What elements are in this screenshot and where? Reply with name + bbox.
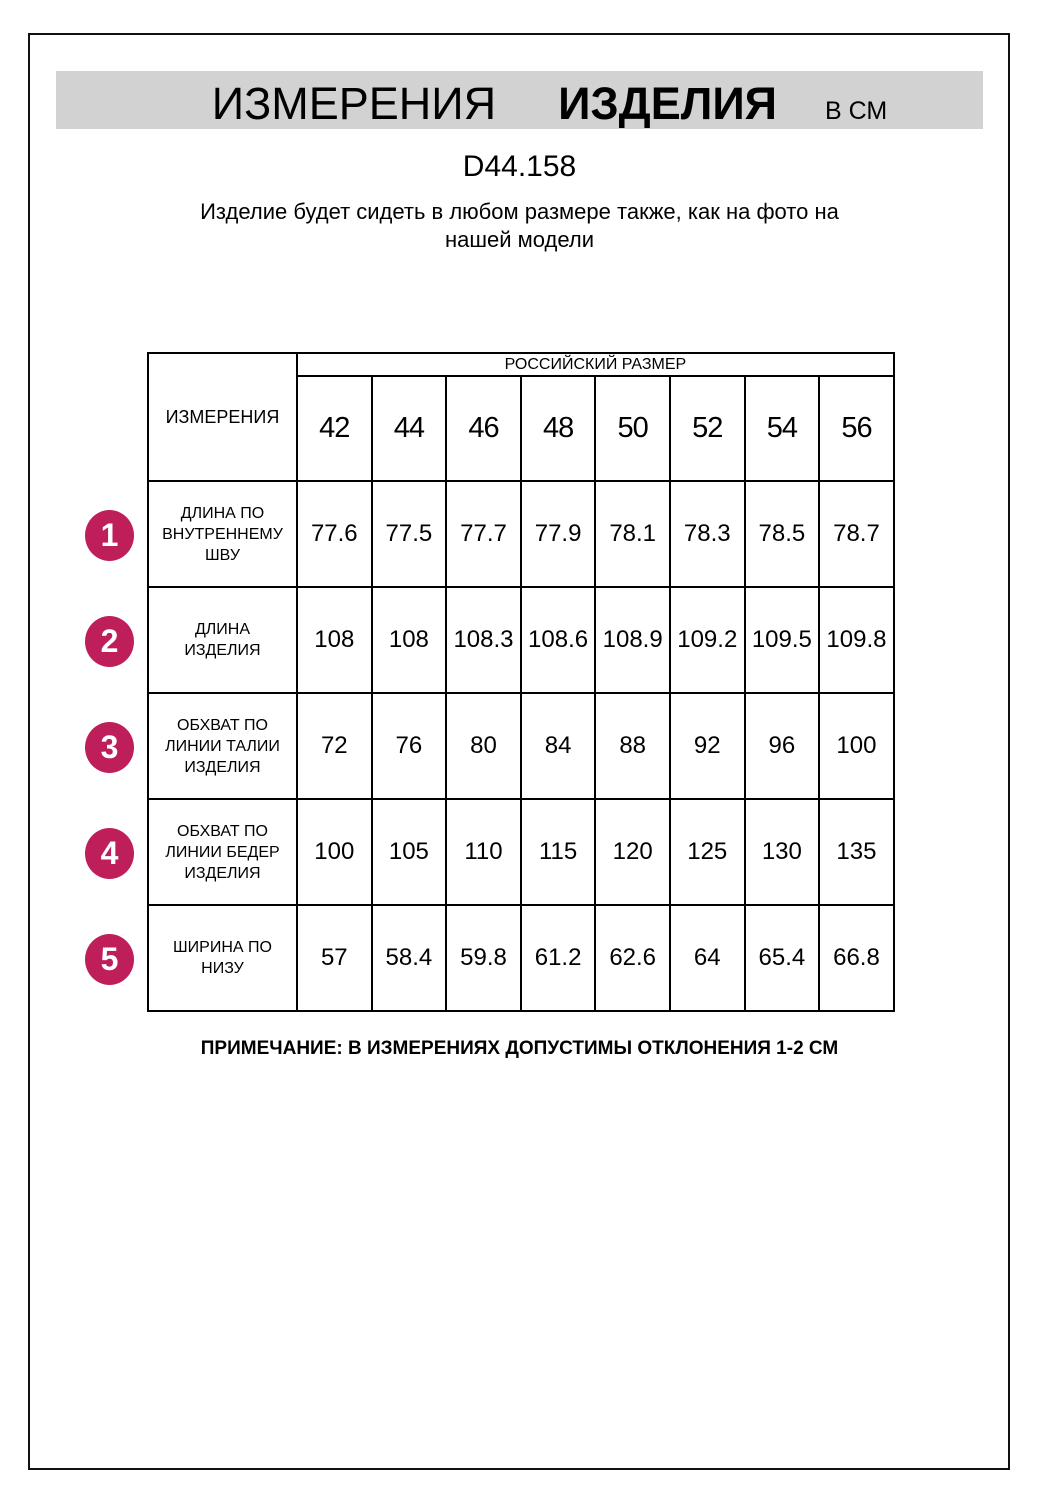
title-measurements: ИЗМЕРЕНИЯ (211, 78, 497, 129)
cell-value: 92 (670, 693, 745, 799)
row-label: ОБХВАТ ПО ЛИНИИ БЕДЕР ИЗДЕЛИЯ (148, 799, 297, 905)
cell-value: 84 (521, 693, 596, 799)
cell-value: 66.8 (819, 905, 894, 1011)
cell-value: 80 (446, 693, 521, 799)
row-number-badge-5: 5 (85, 934, 134, 985)
cell-value: 135 (819, 799, 894, 905)
cell-value: 77.5 (372, 481, 447, 587)
size-header-44: 44 (372, 376, 447, 481)
cell-value: 57 (297, 905, 372, 1011)
size-header-50: 50 (595, 376, 670, 481)
subtitle (28, 198, 1011, 254)
cell-value: 65.4 (745, 905, 820, 1011)
size-header-42: 42 (297, 376, 372, 481)
cell-value: 77.6 (297, 481, 372, 587)
cell-value: 96 (745, 693, 820, 799)
cell-value: 130 (745, 799, 820, 905)
table-row-waist-girth (148, 693, 894, 799)
cell-value: 78.5 (745, 481, 820, 587)
row-label: ОБХВАТ ПО ЛИНИИ ТАЛИИ ИЗДЕЛИЯ (148, 693, 297, 799)
cell-value: 72 (297, 693, 372, 799)
cell-value: 110 (446, 799, 521, 905)
cell-value: 76 (372, 693, 447, 799)
row-number-badge-1: 1 (85, 510, 134, 561)
size-header-46: 46 (446, 376, 521, 481)
measurements-column-header: ИЗМЕРЕНИЯ (148, 353, 297, 481)
cell-value: 115 (521, 799, 596, 905)
cell-value: 108.6 (521, 587, 596, 693)
cell-value: 109.5 (745, 587, 820, 693)
row-label: ДЛИНА ИЗДЕЛИЯ (148, 587, 297, 693)
row-number-badge-4: 4 (85, 828, 134, 879)
cell-value: 108 (297, 587, 372, 693)
cell-value: 108.9 (595, 587, 670, 693)
row-number-badge-3: 3 (85, 722, 134, 773)
title-bar (56, 71, 983, 129)
cell-value: 78.3 (670, 481, 745, 587)
row-label: ДЛИНА ПО ВНУТРЕННЕМУ ШВУ (148, 481, 297, 587)
size-table (147, 352, 895, 1012)
table-row-hip-girth (148, 799, 894, 905)
subtitle-line-2: нашей модели (444, 227, 594, 252)
cell-value: 77.7 (446, 481, 521, 587)
size-group-row (148, 353, 894, 376)
product-code: D44.158 (462, 150, 577, 183)
cell-value: 109.8 (819, 587, 894, 693)
title-product: ИЗДЕЛИЯ (558, 78, 778, 129)
cell-value: 105 (372, 799, 447, 905)
cell-value: 125 (670, 799, 745, 905)
tolerance-note: ПРИМЕЧАНИЕ: В ИЗМЕРЕНИЯХ ДОПУСТИМЫ ОТКЛОНЕНИЯ 1-2 СМ (200, 1038, 839, 1059)
russian-size-group-header: РОССИЙСКИЙ РАЗМЕР (297, 353, 894, 376)
row-number-badge-2: 2 (85, 616, 134, 667)
size-header-56: 56 (819, 376, 894, 481)
size-table-wrap (100, 352, 893, 1012)
cell-value: 77.9 (521, 481, 596, 587)
cell-value: 100 (297, 799, 372, 905)
cell-value: 108.3 (446, 587, 521, 693)
size-header-52: 52 (670, 376, 745, 481)
table-row-inseam-length (148, 481, 894, 587)
size-header-48: 48 (521, 376, 596, 481)
size-header-54: 54 (745, 376, 820, 481)
cell-value: 59.8 (446, 905, 521, 1011)
cell-value: 108 (372, 587, 447, 693)
row-label: ШИРИНА ПО НИЗУ (148, 905, 297, 1011)
cell-value: 120 (595, 799, 670, 905)
table-row-item-length (148, 587, 894, 693)
cell-value: 62.6 (595, 905, 670, 1011)
cell-value: 61.2 (521, 905, 596, 1011)
cell-value: 100 (819, 693, 894, 799)
table-row-bottom-width (148, 905, 894, 1011)
cell-value: 64 (670, 905, 745, 1011)
subtitle-line-1: Изделие будет сидеть в любом размере также, как на фото на (200, 199, 839, 224)
cell-value: 109.2 (670, 587, 745, 693)
cell-value: 88 (595, 693, 670, 799)
title-unit-cm: В СМ (825, 97, 888, 125)
cell-value: 78.1 (595, 481, 670, 587)
cell-value: 78.7 (819, 481, 894, 587)
cell-value: 58.4 (372, 905, 447, 1011)
